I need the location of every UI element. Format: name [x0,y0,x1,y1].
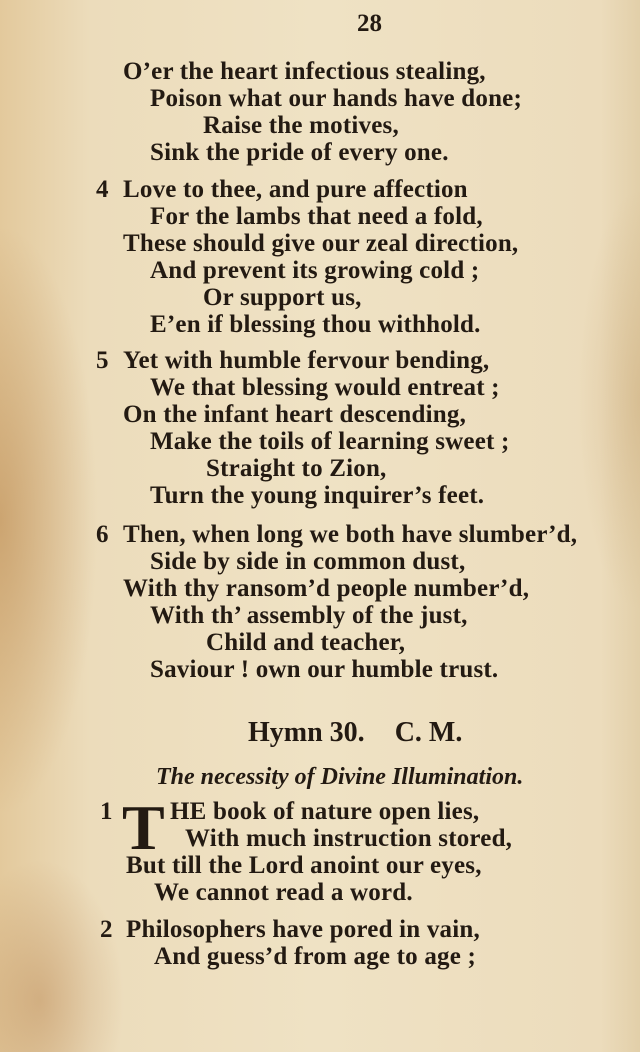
stanza-line: E’en if blessing thou withhold. [150,311,481,338]
stanza-line: With th’ assembly of the just, [150,602,468,629]
drop-cap: T [122,792,165,863]
hymn-meter: C. M. [394,717,463,748]
stanza-number: 4 [96,176,109,203]
stanza-line: We cannot read a word. [154,879,413,906]
stanza-line: We that blessing would entreat ; [150,374,500,401]
stanza-line: Turn the young inquirer’s feet. [150,482,485,509]
stanza-line: Raise the motives, [203,112,399,139]
stanza-line: Child and teacher, [206,629,406,656]
stanza-line: On the infant heart descending, [123,401,467,428]
stanza-line: Side by side in common dust, [150,548,466,575]
hymn-heading [248,717,462,749]
stanza-line: And guess’d from age to age ; [154,943,476,970]
stanza-line: And prevent its growing cold ; [150,257,480,284]
stanza-line: HE book of nature open lies, [170,798,480,825]
stanza-line: Saviour ! own our humble trust. [150,656,499,683]
stanza-line: Or support us, [203,284,362,311]
stanza-line: Philosophers have pored in vain, [126,916,480,943]
stanza-line: Sink the pride of every one. [150,139,449,166]
stanza-number: 5 [96,347,109,374]
stanza-line: Love to thee, and pure affection [123,176,468,203]
stanza-line: For the lambs that need a fold, [150,203,483,230]
stanza-line: O’er the heart infectious stealing, [123,58,486,85]
hymn-subtitle: The necessity of Divine Illumination. [156,764,524,790]
stanza-line: Then, when long we both have slumber’d, [123,521,578,548]
stanza-number: 6 [96,521,109,548]
page-number: 28 [357,10,382,37]
stanza-line: But till the Lord anoint our eyes, [126,852,482,879]
stanza-line: Poison what our hands have done; [150,85,523,112]
stanza-line: Yet with humble fervour bending, [123,347,490,374]
stanza-line: With much instruction stored, [185,825,513,852]
stanza-number: 1 [100,798,113,825]
stanza-number: 2 [100,916,113,943]
stanza-line: With thy ransom’d people number’d, [123,575,530,602]
hymn-title: Hymn 30. [248,717,365,748]
stanza-line: Make the toils of learning sweet ; [150,428,510,455]
stanza-line: These should give our zeal direction, [123,230,519,257]
stanza-line: Straight to Zion, [206,455,387,482]
